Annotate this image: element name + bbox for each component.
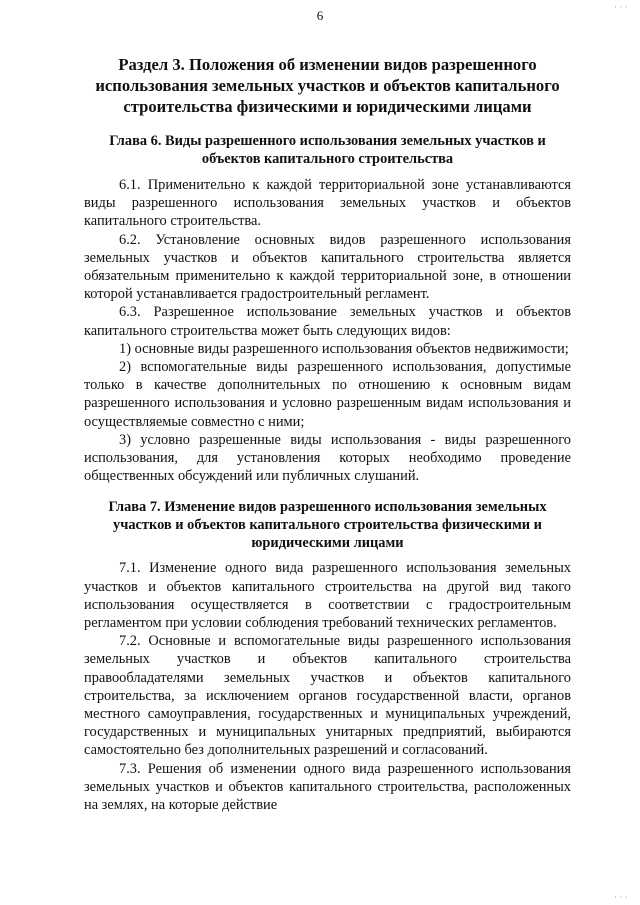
list-item-3: 3) условно разрешенные виды использования - виды разрешенного использования, для установления которых необходимо проведение общественных обсуждений или публичных слушаний. — [84, 431, 571, 485]
document-body — [84, 54, 571, 814]
paragraph-6-1: 6.1. Применительно к каждой территориальной зоне устанавливаются виды разрешенного использования земельных участков и объектов капитального строительства. — [84, 177, 571, 230]
chapter-7-title: Глава 7. Изменение видов разрешенного использования земельных участков и объектов капитального строительства физическими и юридическими лицами — [108, 499, 547, 552]
list-item-2: 2) вспомогательные виды разрешенного использования, допустимые только в качестве дополнительных по отношению к основным видам разрешенного использования и условно разрешенным видам использования и осуществляемые совместно с ними; — [84, 359, 571, 430]
paragraph-6-3: 6.3. Разрешенное использование земельных участков и объектов капитального строительства может быть следующих видов: — [84, 304, 571, 339]
chapter-6-body — [84, 176, 571, 485]
corner-mark-bottom: · · · — [614, 892, 628, 902]
paragraph-7-2: 7.2. Основные и вспомогательные виды разрешенного использования земельных участков и объектов капитального строительства правообладателями земельных участков и объектов капитального строительства, за исключением органов государственной власти, органов местного самоуправления, государственных и муниципальных учреждений, государственных и муниципальных унитарных предприятий, выбираются самостоятельно без дополнительных разрешений и согласований. — [84, 633, 571, 759]
paragraph-7-3: 7.3. Решения об изменении одного вида разрешенного использования земельных участков и объектов капитального строительства, расположенных на землях, на которые действие — [84, 760, 571, 814]
corner-mark-top: · · · — [614, 2, 628, 12]
chapter-7-body — [84, 559, 571, 814]
paragraph-7-1: 7.1. Изменение одного вида разрешенного использования земельных участков и объектов капитального строительства на другой вид такого использования осуществляется в соответствии с градостроительным регламентом при условии соблюдения требований технических регламентов. — [84, 560, 571, 632]
list-item-1: 1) основные виды разрешенного использования объектов недвижимости; — [119, 340, 569, 357]
paragraph-6-2: 6.2. Установление основных видов разрешенного использования земельных участков и объектов капитального строительства является обязательным применительно к каждой территориальной зоне, в отношении которой устанавливается градостроительный регламент. — [84, 231, 571, 303]
page-number: 6 — [316, 8, 324, 23]
section-title: Раздел 3. Положения об изменении видов разрешенного использования земельных участков и объектов капитального строительства физическими и юридическими лицами — [95, 55, 560, 116]
chapter-6-title: Глава 6. Виды разрешенного использования земельных участков и объектов капитального строительства — [109, 133, 546, 167]
